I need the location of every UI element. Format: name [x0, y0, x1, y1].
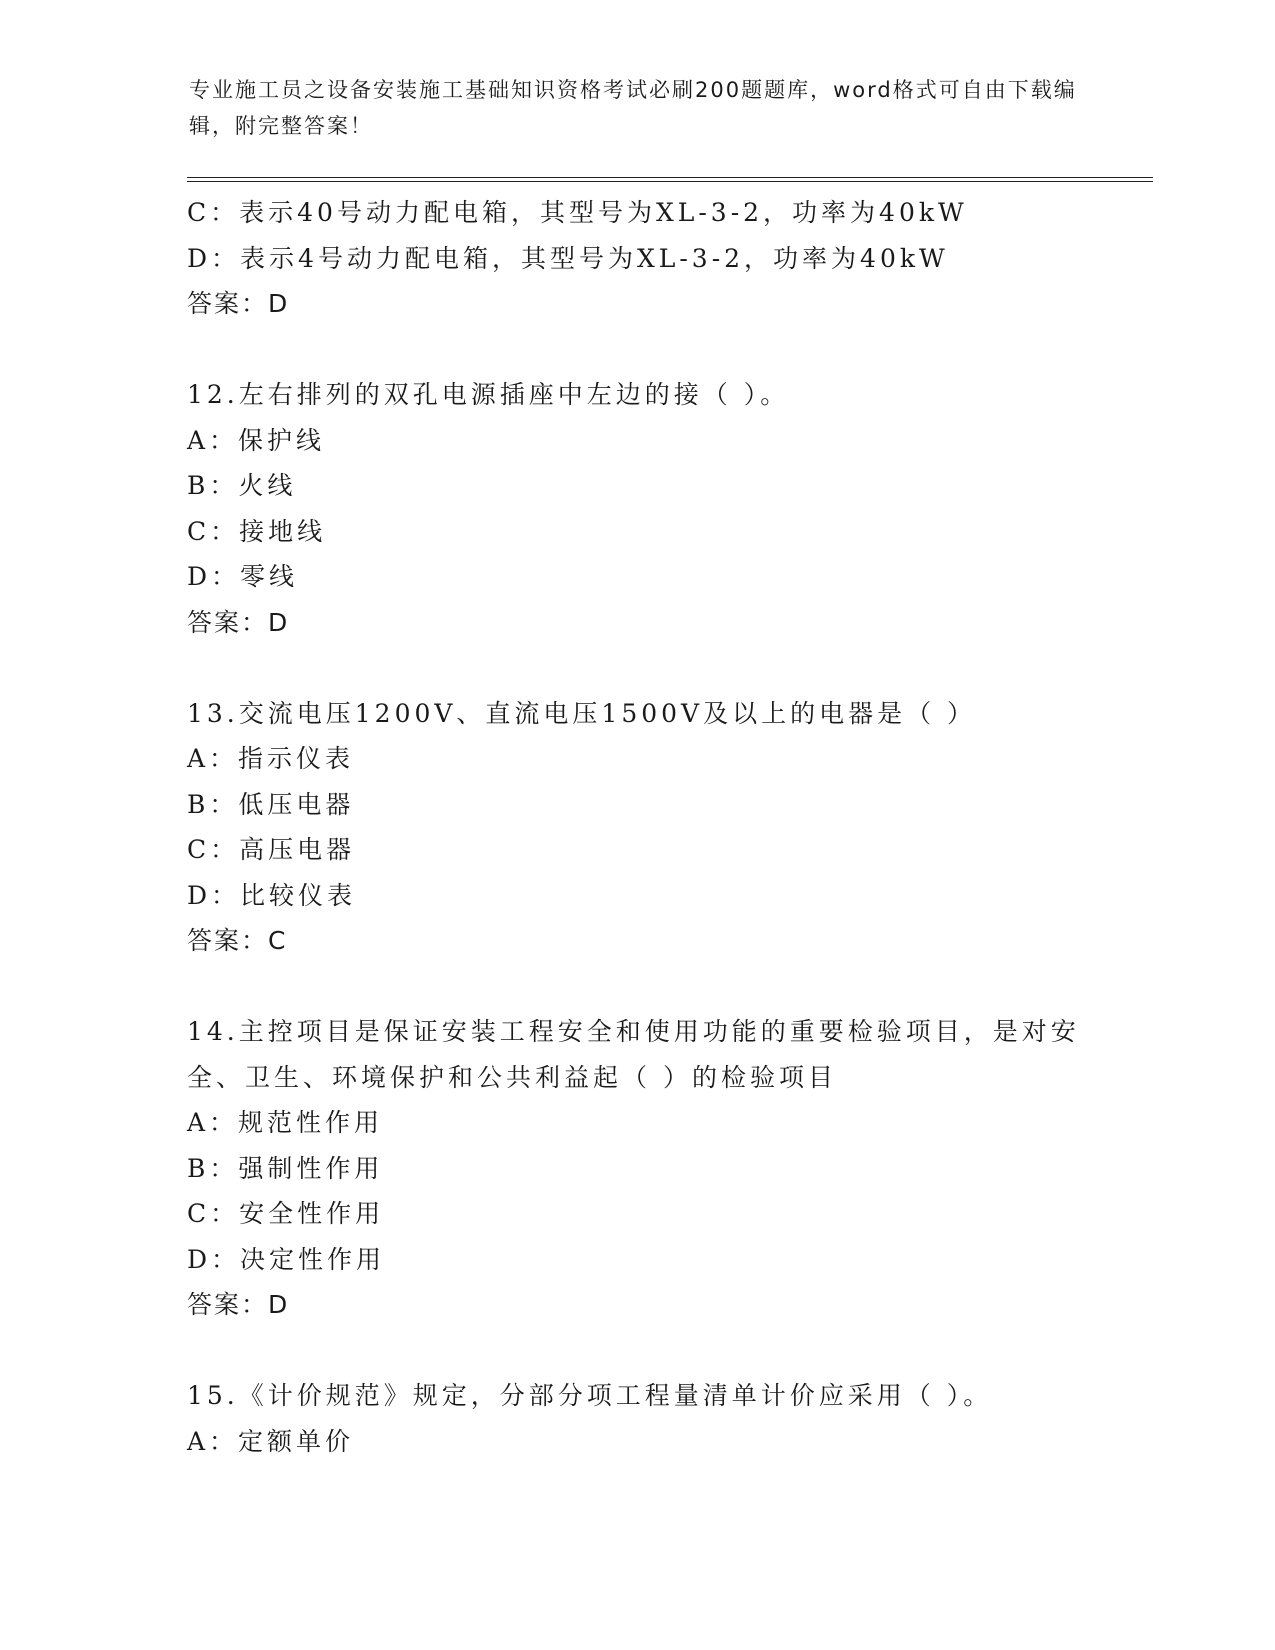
spacer	[187, 964, 1087, 1010]
question-stem: 14.主控项目是保证安装工程安全和使用功能的重要检验项目，是对安全、卫生、环境保护和公共利益起（ ）的检验项目	[187, 1017, 1080, 1092]
question-content	[187, 190, 1087, 1464]
question-stem: 12.左右排列的双孔电源插座中左边的接（ ）。	[187, 380, 790, 409]
question-12	[187, 372, 1087, 645]
answer-line: 答案：D	[187, 1290, 290, 1319]
question-15	[187, 1373, 1087, 1464]
option-b: B：火线	[187, 471, 297, 500]
option-a: A：规范性作用	[187, 1108, 384, 1137]
header-divider-bottom	[187, 181, 1153, 182]
question-stem: 13.交流电压1200V、直流电压1500V及以上的电器是（ ）	[187, 698, 977, 728]
question-11-continued	[187, 190, 1087, 327]
option-a: A：定额单价	[187, 1426, 355, 1456]
question-13	[187, 691, 1087, 964]
header-divider-top	[187, 177, 1153, 178]
option-d: D：表示4号动力配电箱，其型号为XL-3-2，功率为40kW	[187, 243, 949, 273]
option-c: C：接地线	[187, 516, 327, 546]
option-b: B：低压电器	[187, 789, 355, 819]
option-a: A：保护线	[187, 425, 326, 455]
answer-line: 答案：D	[187, 289, 290, 318]
question-14	[187, 1009, 1087, 1328]
option-a: A：指示仪表	[187, 744, 355, 773]
spacer	[187, 1328, 1087, 1374]
option-c: C：高压电器	[187, 835, 356, 864]
question-stem: 15.《计价规范》规定，分部分项工程量清单计价应采用（ ）。	[187, 1381, 993, 1410]
option-d: D：比较仪表	[187, 880, 357, 910]
option-b: B：强制性作用	[187, 1153, 384, 1183]
option-d: D：决定性作用	[187, 1244, 386, 1274]
option-c: C：安全性作用	[187, 1199, 385, 1228]
answer-line: 答案：C	[187, 926, 288, 955]
document-title: 专业施工员之设备安装施工基础知识资格考试必刷200题题库，word格式可自由下载编辑，附完整答案！	[189, 78, 1077, 138]
spacer	[187, 645, 1087, 691]
answer-line: 答案：D	[187, 607, 290, 637]
spacer	[187, 327, 1087, 373]
option-c: C：表示40号动力配电箱，其型号为XL-3-2，功率为40kW	[187, 198, 968, 227]
option-d: D：零线	[187, 562, 299, 591]
